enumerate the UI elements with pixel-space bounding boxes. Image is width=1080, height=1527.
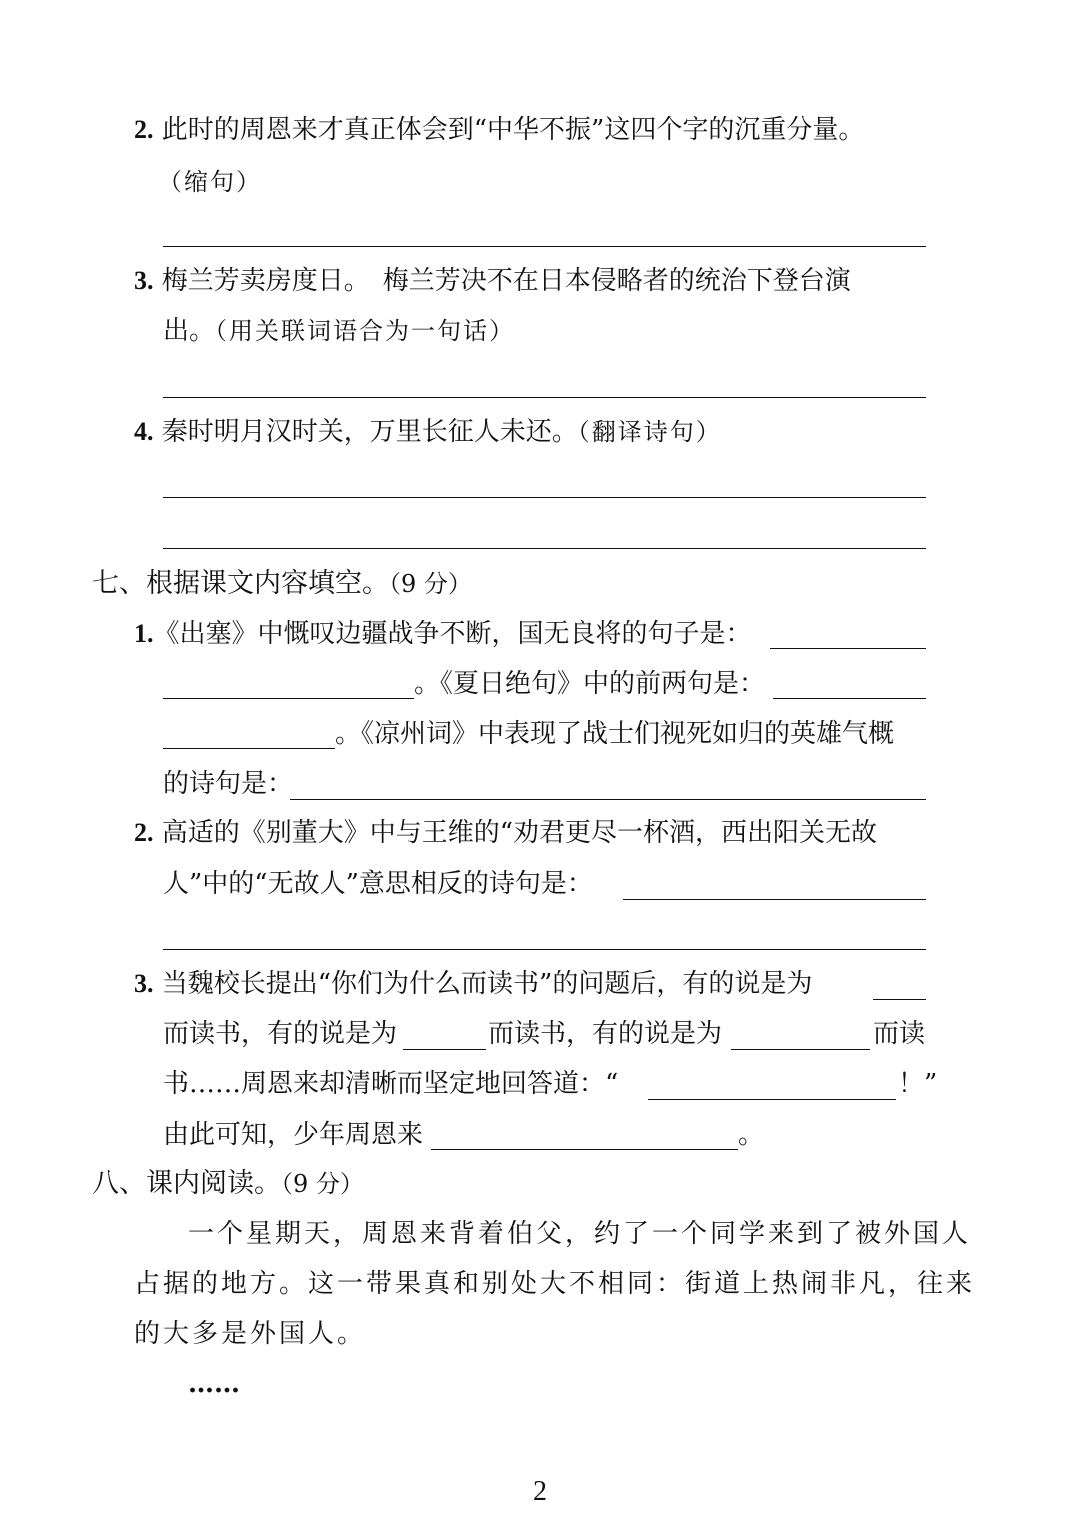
- blank-line[interactable]: [290, 799, 926, 800]
- page-number: 2: [533, 1476, 547, 1507]
- blank-line[interactable]: [773, 698, 926, 699]
- reading-paragraph-line: 占据的地方。这一带果真和别处大不相同：街道上热闹非凡，往来: [134, 1269, 976, 1299]
- answer-line[interactable]: [163, 949, 926, 950]
- question-text: 出。: [163, 316, 216, 346]
- blank-line[interactable]: [770, 648, 926, 649]
- question-6-4: [134, 414, 722, 450]
- question-text: 。: [738, 1120, 765, 1150]
- reading-paragraph-line: 一个星期天，周恩来背着伯父，约了一个同学来到了被外国人: [188, 1219, 972, 1249]
- blank-line[interactable]: [623, 899, 926, 900]
- question-text: 。《凉州词》中表现了战士们视死如归的英雄气概: [335, 719, 895, 749]
- question-6-3-cont: [163, 313, 515, 349]
- question-number: 3.: [134, 969, 154, 998]
- reading-ellipsis: ……: [188, 1369, 240, 1399]
- question-text: 书……周恩来却清晰而坚定地回答道：“: [163, 1069, 619, 1099]
- blank-line[interactable]: [163, 748, 335, 749]
- question-hint: （缩句）: [158, 168, 262, 196]
- section-points: （9 分）: [281, 1170, 364, 1198]
- question-text: 秦时明月汉时关，万里长征人未还。: [161, 417, 578, 447]
- answer-line[interactable]: [163, 246, 926, 247]
- question-number: 2.: [134, 115, 154, 144]
- question-number: 3.: [134, 266, 154, 295]
- blank-line[interactable]: [403, 1049, 486, 1050]
- question-text: 《出塞》中慨叹边疆战争不断，国无良将的句子是：: [153, 619, 752, 649]
- answer-line[interactable]: [163, 397, 926, 398]
- question-text: 由此可知，少年周恩来: [163, 1120, 424, 1150]
- question-text: 人”中的“无故人”意思相反的诗句是：: [163, 869, 593, 899]
- question-7-3: [134, 966, 812, 1002]
- blank-line[interactable]: [873, 999, 926, 1000]
- question-text: 梅兰芳卖房度日。 梅兰芳决不在日本侵略者的统治下登台演: [161, 266, 851, 296]
- question-text: 。《夏日绝句》中的前两句是：: [414, 669, 766, 699]
- question-7-1: [134, 616, 752, 652]
- question-text: ！”: [898, 1069, 938, 1099]
- section-8-heading: [92, 1166, 364, 1202]
- blank-line[interactable]: [163, 698, 414, 699]
- question-text: 而读: [873, 1019, 926, 1049]
- question-6-3: [134, 263, 851, 299]
- question-number: 2.: [134, 818, 154, 847]
- blank-line[interactable]: [731, 1049, 870, 1050]
- question-text: 高适的《别董大》中与王维的“劝君更尽一杯酒，西出阳关无故: [161, 818, 878, 848]
- question-text: 而读书，有的说是为: [488, 1019, 723, 1049]
- question-text: 当魏校长提出“你们为什么而读书”的问题后，有的说是为: [161, 969, 813, 999]
- question-hint: （用关联词语合为一句话）: [215, 317, 516, 345]
- answer-line[interactable]: [163, 497, 926, 498]
- reading-paragraph-line: 的大多是外国人。: [134, 1319, 367, 1349]
- question-number: 4.: [134, 417, 154, 446]
- answer-line[interactable]: [163, 548, 926, 549]
- blank-line[interactable]: [648, 1099, 896, 1100]
- section-points: （9 分）: [389, 570, 472, 598]
- question-7-2: [134, 815, 877, 851]
- question-6-2: [134, 112, 864, 148]
- question-text: 的诗句是：: [163, 769, 294, 799]
- question-hint: （翻译诗句）: [577, 418, 722, 446]
- question-text: 此时的周恩来才真正体会到“中华不振”这四个字的沉重分量。: [161, 115, 865, 145]
- question-text: 而读书，有的说是为: [163, 1019, 398, 1049]
- blank-line[interactable]: [431, 1149, 738, 1150]
- section-7-heading: [92, 566, 472, 602]
- question-number: 1.: [134, 619, 154, 648]
- section-title: 八、课内阅读。: [92, 1168, 281, 1199]
- section-title: 七、根据课文内容填空。: [92, 568, 389, 599]
